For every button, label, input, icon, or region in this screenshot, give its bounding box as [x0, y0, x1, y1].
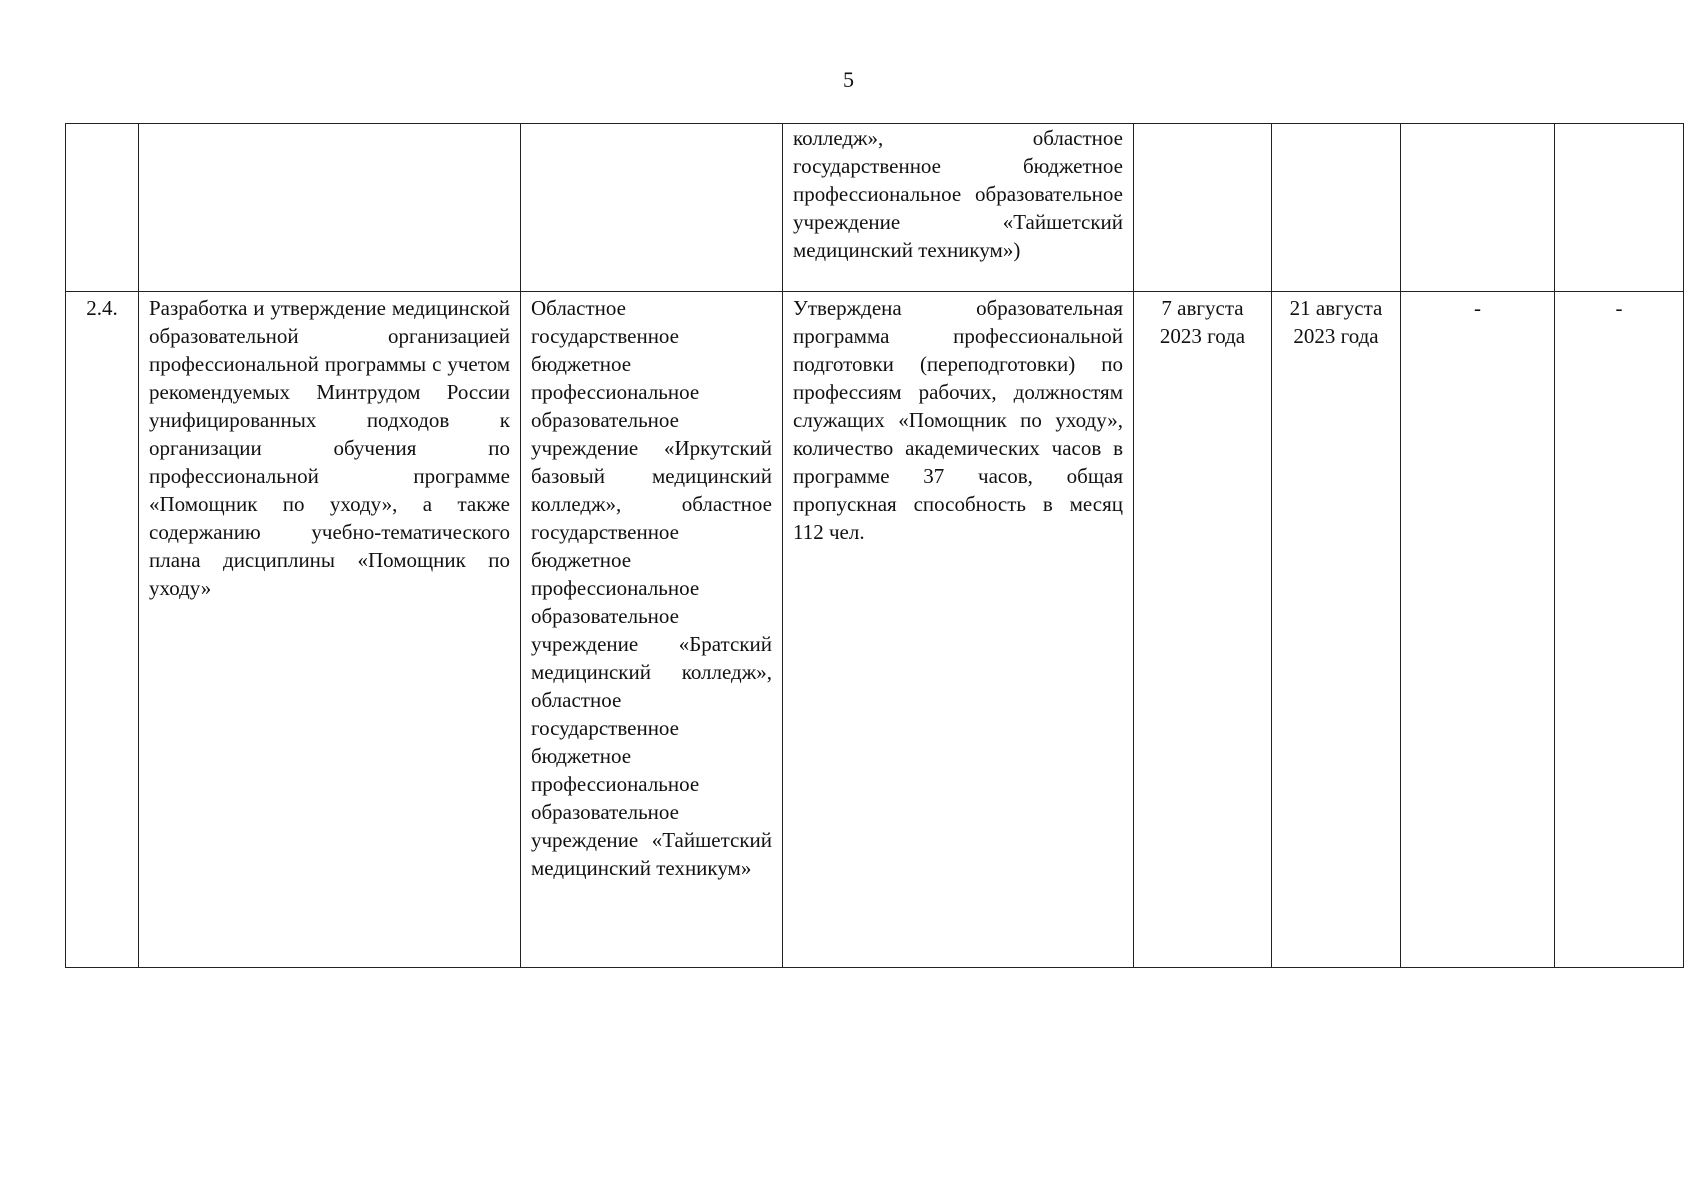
cell-financing-1	[1401, 124, 1555, 292]
row-start-date: 7 августа 2023 года	[1134, 292, 1272, 968]
row-financing-2: -	[1555, 292, 1684, 968]
continuation-result-text: колледж», областное государственное бюджетное профессиональное образовательное учреждение «Тайшетский медицинский техникум»)	[793, 126, 1123, 262]
plan-table	[65, 123, 1684, 968]
page-number: 5	[843, 67, 854, 92]
cell-num	[66, 124, 139, 292]
cell-financing-2	[1555, 124, 1684, 292]
row-number: 2.4.	[66, 292, 139, 968]
cell-end-date	[1272, 124, 1401, 292]
row-activity-name: Разработка и утверждение медицинской образовательной организацией профессиональной программы с учетом рекомендуемых Минтрудом России унифицированных подходов к организации обучения по профессиональной программе «Помощник по уходу», а также содержанию учебно-тематического плана дисциплины «Помощник по уходу»	[139, 292, 521, 968]
cell-executor	[521, 124, 783, 292]
row-financing-1: -	[1401, 292, 1555, 968]
table-row	[66, 292, 1684, 968]
table-row-continuation	[66, 124, 1684, 292]
cell-start-date	[1134, 124, 1272, 292]
row-result: Утверждена образовательная программа профессиональной подготовки (переподготовки) по профессиям рабочих, должностям служащих «Помощник по уходу», количество академических часов в программе 37 часов, общая пропускная способность в месяц 112 чел.	[783, 292, 1134, 968]
cell-name	[139, 124, 521, 292]
row-end-date: 21 августа 2023 года	[1272, 292, 1401, 968]
row-executor: Областное государственное бюджетное профессиональное образовательное учреждение «Иркутский базовый медицинский колледж», областное государственное бюджетное профессиональное образовательное учреждение «Братский медицинский колледж», областное государственное бюджетное профессиональное образовательное учреждение «Тайшетский медицинский техникум»	[521, 292, 783, 968]
cell-result	[783, 124, 1134, 292]
